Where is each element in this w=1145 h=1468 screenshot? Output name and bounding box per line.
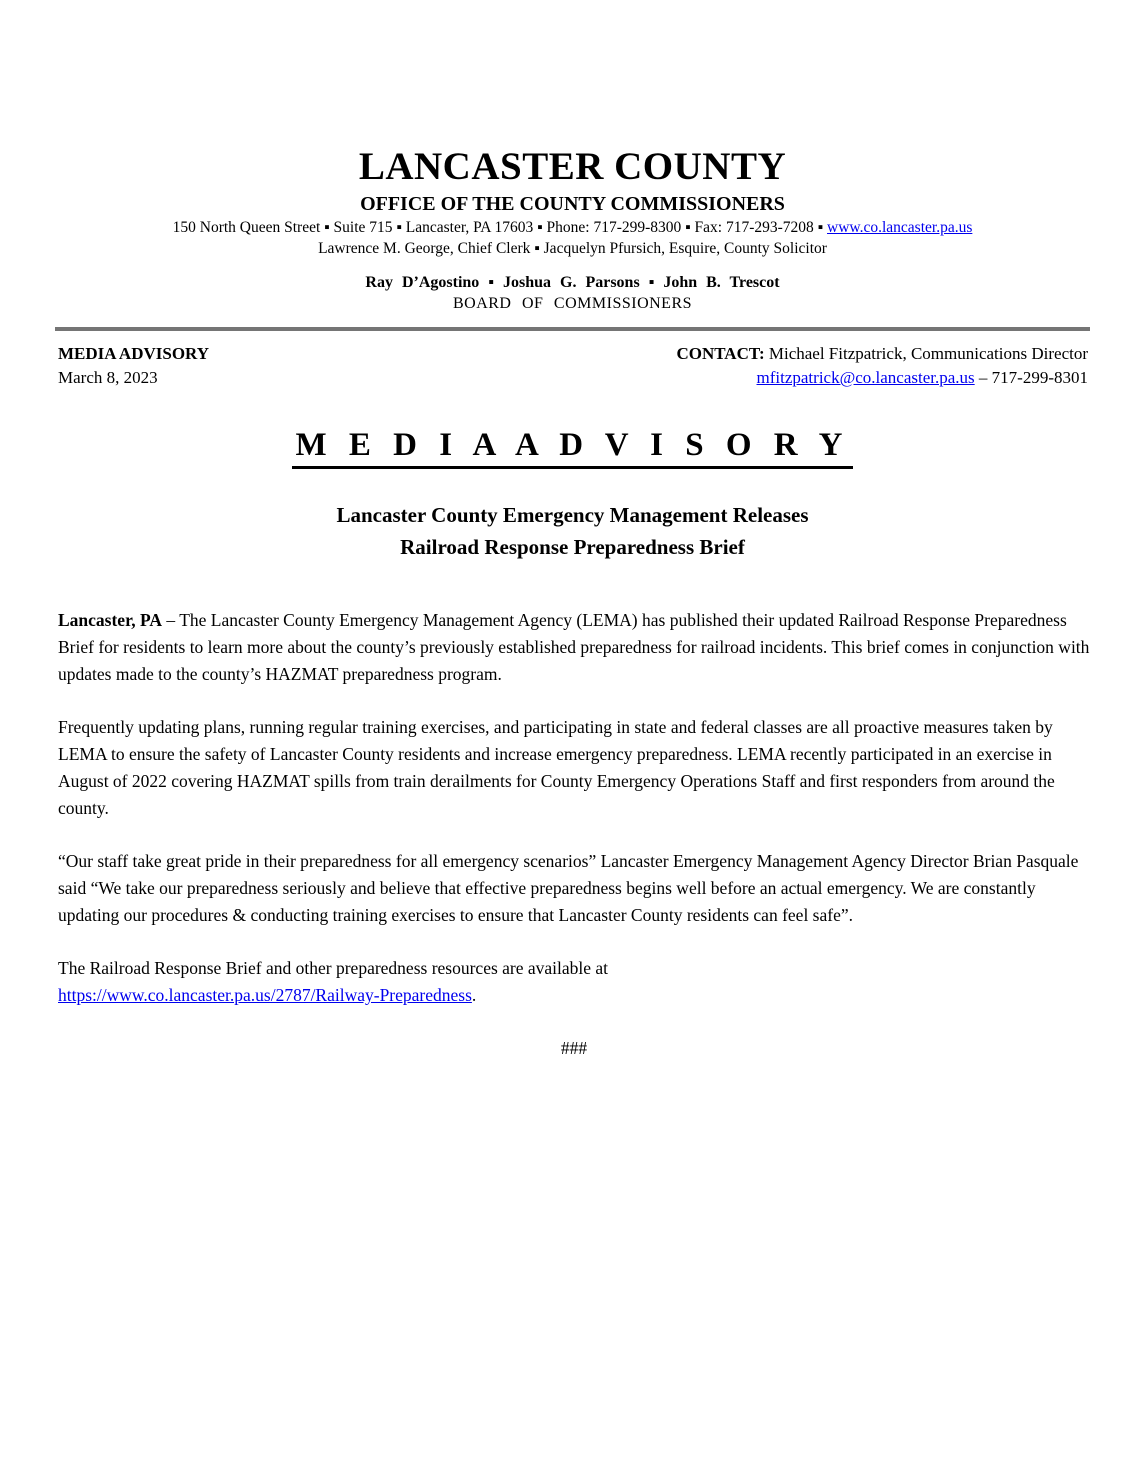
paragraph-4-period: . — [471, 985, 477, 1006]
contact-phone: – 717-299-8301 — [974, 367, 1088, 387]
contact-name: Michael Fitzpatrick, Communications Director — [764, 343, 1088, 363]
advisory-meta-left — [58, 342, 209, 390]
divider-rule — [55, 327, 1090, 331]
paragraph-4 — [58, 955, 1090, 1009]
address-line — [0, 218, 1145, 237]
letterhead — [0, 146, 1145, 313]
paragraph-1 — [58, 607, 1090, 688]
end-mark: ### — [560, 1038, 588, 1059]
media-advisory-label: MEDIA ADVISORY — [58, 343, 210, 363]
commissioners-names: Ray D’Agostino ▪ Joshua G. Parsons ▪ John B. Trescot — [365, 273, 780, 291]
paragraph-4-text: The Railroad Response Brief and other preparedness resources are available at — [58, 958, 609, 979]
dateline: Lancaster, PA — [58, 610, 163, 631]
railway-preparedness-link[interactable]: https://www.co.lancaster.pa.us/2787/Railway-Preparedness — [58, 985, 472, 1006]
office-subtitle: OFFICE OF THE COUNTY COMMISSIONERS — [360, 192, 785, 215]
county-title: LANCASTER COUNTY — [358, 145, 787, 188]
contact-email-link[interactable]: mfitzpatrick@co.lancaster.pa.us — [756, 367, 975, 387]
paragraph-3: “Our staff take great pride in their preparedness for all emergency scenarios” Lancaster Emergency Management Agency Director Brian Pasquale said “We take our preparedness seriously and believe that effective preparedness begins well before an actual emergency. We are constantly updating our procedures & conducting training exercises to ensure that Lancaster County residents can feel safe”. — [58, 851, 1079, 926]
clerk-solicitor-line: Lawrence M. George, Chief Clerk ▪ Jacquelyn Pfursich, Esquire, County Solicitor — [318, 239, 827, 257]
advisory-meta-row — [58, 342, 1088, 390]
county-website-link[interactable]: www.co.lancaster.pa.us — [827, 218, 973, 236]
contact-email-line — [676, 366, 1088, 390]
page-title: M E D I A A D V I S O R Y — [292, 427, 854, 469]
advisory-date: March 8, 2023 — [58, 367, 158, 387]
release-subtitle — [0, 499, 1145, 563]
body-text — [58, 607, 1090, 1062]
board-of-commissioners-label: BOARD OF COMMISSIONERS — [452, 294, 693, 312]
contact-line — [676, 342, 1088, 366]
advisory-meta-right — [676, 342, 1088, 390]
contact-label: CONTACT: — [676, 343, 765, 363]
paragraph-1-text: – The Lancaster County Emergency Management Agency (LEMA) has published their updated Railroad Response Preparedness Brief for residents to learn more about the county’s previously established preparedness for railroad incidents. This brief comes in conjunction with updates made to the county’s HAZMAT preparedness program. — [58, 610, 1090, 685]
address-text: 150 North Queen Street ▪ Suite 715 ▪ Lancaster, PA 17603 ▪ Phone: 717-299-8300 ▪ Fax: 717-293-7208 ▪ — [172, 218, 828, 236]
main-heading-wrap — [0, 427, 1145, 469]
release-subtitle-line-1: Lancaster County Emergency Management Releases — [336, 503, 809, 528]
paragraph-2: Frequently updating plans, running regular training exercises, and participating in state and federal classes are all proactive measures taken by LEMA to ensure the safety of Lancaster County residents and increase emergency preparedness. LEMA recently participated in an exercise in August of 2022 covering HAZMAT spills from train derailments for County Emergency Operations Staff and first responders from around the county. — [58, 717, 1055, 819]
release-subtitle-line-2: Railroad Response Preparedness Brief — [400, 535, 745, 560]
